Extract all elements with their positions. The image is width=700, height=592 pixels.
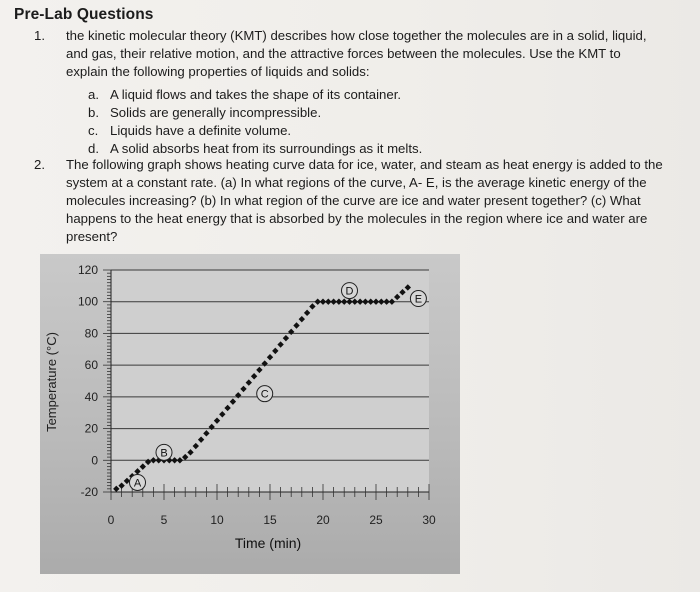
x-tick-label: 25 [369, 513, 383, 527]
region-label-c: C [260, 388, 269, 401]
y-tick-label: 20 [84, 421, 98, 436]
y-tick-label: 120 [77, 263, 98, 277]
region-label-a: A [133, 477, 142, 490]
y-tick-label: 40 [84, 389, 98, 404]
subitem-letter: c. [88, 123, 99, 138]
x-tick-label: 15 [263, 513, 277, 527]
subitem-text: A liquid flows and takes the shape of its container. [110, 87, 402, 102]
x-tick-label: 0 [107, 513, 115, 527]
subitem-text: A solid absorbs heat from its surroundings as it melts. [110, 141, 423, 156]
y-tick-label: 60 [84, 358, 98, 373]
question-1-number: 1. [34, 28, 45, 43]
x-tick-label: 30 [422, 513, 436, 527]
subitem-text: Solids are generally incompressible. [110, 105, 322, 120]
question-2-line: molecules increasing? (b) In what region of the curve are ice and water present together? (c) What [66, 193, 641, 208]
subitem-letter: d. [88, 141, 99, 156]
question-1-line: the kinetic molecular theory (KMT) describes how close together the molecules are in a solid, liquid, [66, 28, 647, 43]
x-axis-label: Time (min) [234, 535, 302, 551]
subitem-letter: a. [88, 87, 99, 102]
question-2-line: system at a constant rate. (a) In what regions of the curve, A- E, is the average kinetic energy of the [66, 175, 647, 190]
subitem-letter: b. [88, 105, 99, 120]
question-1-line: explain the following properties of liquids and solids: [66, 64, 370, 79]
y-axis-label: Temperature (°C) [44, 332, 59, 432]
x-tick-label: 5 [160, 513, 168, 527]
y-tick-label: 80 [84, 326, 98, 341]
question-1-line: and gas, their relative motion, and the attractive forces between the molecules. Use the KMT to [66, 46, 621, 61]
subitem-text: Liquids have a definite volume. [110, 123, 292, 138]
question-2-line: present? [66, 229, 118, 244]
y-tick-label: 0 [91, 453, 98, 468]
region-label-b: B [160, 447, 168, 460]
y-tick-label: 100 [77, 294, 98, 309]
x-tick-label: 20 [316, 513, 330, 527]
question-2-line: happens to the heat energy that is absorbed by the molecules in the region where ice and water are [66, 211, 648, 226]
x-tick-label: 10 [210, 513, 224, 527]
region-label-d: D [345, 285, 354, 298]
y-tick-label: -20 [80, 485, 98, 499]
region-label-e: E [414, 293, 423, 306]
page-title: Pre-Lab Questions [14, 6, 154, 23]
question-2-line: The following graph shows heating curve data for ice, water, and steam as heat energy is added to the [66, 157, 663, 172]
question-2-number: 2. [34, 157, 45, 172]
